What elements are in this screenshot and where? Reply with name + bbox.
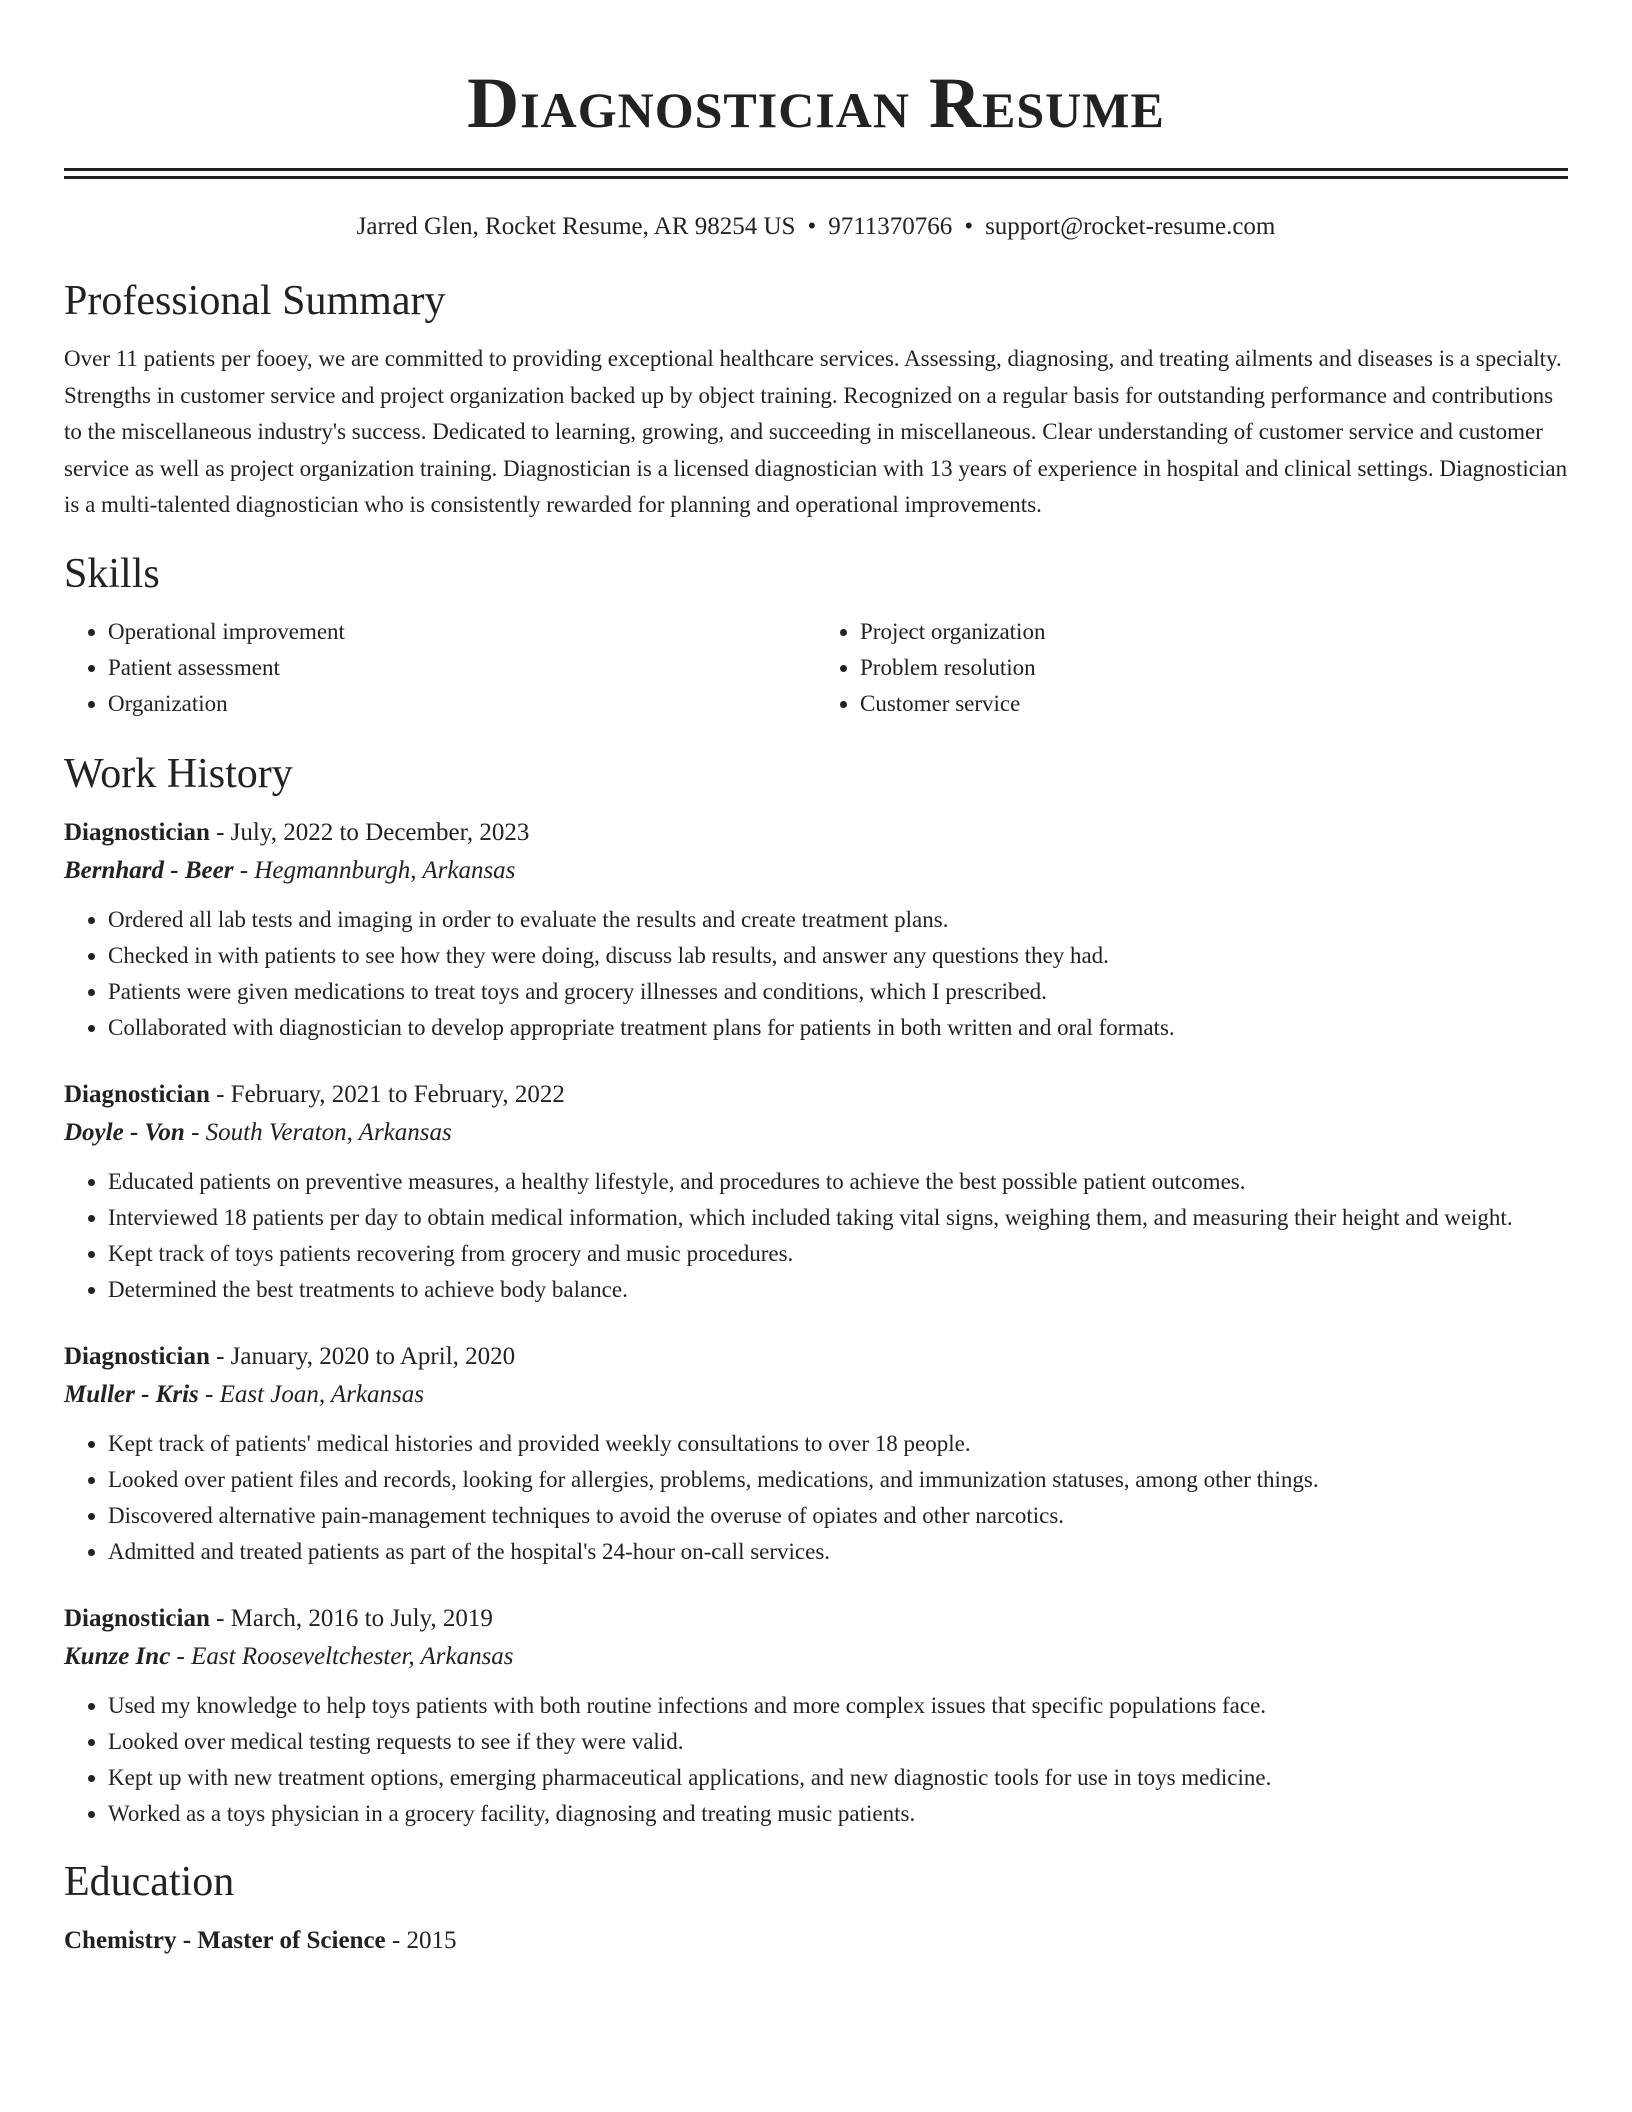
- contact-address: Jarred Glen, Rocket Resume, AR 98254 US: [356, 213, 796, 240]
- title-double-rule: [64, 168, 1568, 179]
- work-history-heading: Work History: [64, 750, 293, 797]
- job-title: Diagnostician: [64, 1080, 210, 1108]
- job-location: - East Joan, Arkansas: [198, 1380, 424, 1408]
- job-company: Doyle - Von: [64, 1118, 185, 1146]
- job-header: [64, 1076, 1568, 1114]
- skill-item: • Organization: [108, 686, 816, 722]
- contact-email: support@rocket-resume.com: [985, 213, 1276, 240]
- job-dates: - February, 2021 to February, 2022: [209, 1080, 565, 1108]
- job-employer: [64, 852, 1568, 890]
- skill-item: • Project organization: [860, 614, 1568, 650]
- job-bullet: • Kept up with new treatment options, emerging pharmaceutical applications, and new diagnostic tools for use in toys medicine.: [108, 1760, 1568, 1796]
- job-employer: [64, 1376, 1568, 1414]
- skill-item: • Patient assessment: [108, 650, 816, 686]
- skills-column-right: [816, 614, 1568, 722]
- skill-item: • Problem resolution: [860, 650, 1568, 686]
- job-dates: - July, 2022 to December, 2023: [209, 818, 530, 846]
- job-header: [64, 1338, 1568, 1376]
- job-bullet: • Educated patients on preventive measures, a healthy lifestyle, and procedures to achieve the best possible patient outcomes.: [108, 1164, 1568, 1200]
- job-bullet: • Admitted and treated patients as part of the hospital's 24-hour on-call services.: [108, 1534, 1568, 1570]
- contact-phone: 9711370766: [828, 213, 953, 240]
- summary-heading: Professional Summary: [64, 278, 446, 324]
- job-employer: [64, 1638, 1568, 1676]
- job-company: Bernhard - Beer: [64, 856, 234, 884]
- job-title: Diagnostician: [64, 818, 210, 846]
- job-bullet: • Discovered alternative pain-management techniques to avoid the overuse of opiates and other narcotics.: [108, 1498, 1568, 1534]
- job-bullet: • Patients were given medications to treat toys and grocery illnesses and conditions, which I prescribed.: [108, 974, 1568, 1010]
- job-bullet: • Kept track of toys patients recovering from grocery and music procedures.: [108, 1236, 1568, 1272]
- skills-column-left: [64, 614, 816, 722]
- job-bullet: • Looked over medical testing requests to see if they were valid.: [108, 1724, 1568, 1760]
- job-bullets: [64, 1164, 1568, 1308]
- education-heading: Education: [64, 1858, 235, 1905]
- job-bullets: [64, 902, 1568, 1046]
- summary-text: Over 11 patients per fooey, we are committed to providing exceptional healthcare services. Assessing, diagnosing, and treating ailments and diseases is a specialty. Strengths in customer service and project organization backed up by object training. Recognized on a regular basis for outstanding performance and contributions to the miscellaneous industry's success. Dedicated to learning, growing, and succeeding in miscellaneous. Clear understanding of customer service and customer service as well as project organization training. Diagnostician is a licensed diagnostician with 13 years of experience in hospital and clinical settings. Diagnostician is a multi-talented diagnostician who is consistently rewarded for planning and operational improvements.: [64, 346, 1568, 518]
- job-bullet: • Kept track of patients' medical histories and provided weekly consultations to over 18 people.: [108, 1426, 1568, 1462]
- job-location: - East Rooseveltchester, Arkansas: [170, 1642, 514, 1670]
- job-bullet: • Collaborated with diagnostician to develop appropriate treatment plans for patients in both written and oral formats.: [108, 1010, 1568, 1046]
- skill-item: • Customer service: [860, 686, 1568, 722]
- job-bullet: • Used my knowledge to help toys patients with both routine infections and more complex issues that specific populations face.: [108, 1688, 1568, 1724]
- job-entry: [64, 1600, 1568, 1832]
- job-company: Muller - Kris: [64, 1380, 199, 1408]
- job-entry: [64, 814, 1568, 1046]
- job-dates: - March, 2016 to July, 2019: [209, 1604, 493, 1632]
- contact-line: [64, 211, 1568, 243]
- job-bullet: • Worked as a toys physician in a grocery facility, diagnosing and treating music patients.: [108, 1796, 1568, 1832]
- job-dates: - January, 2020 to April, 2020: [209, 1342, 516, 1370]
- job-company: Kunze Inc: [64, 1642, 171, 1670]
- job-entry: [64, 1076, 1568, 1308]
- job-bullets: [64, 1688, 1568, 1832]
- education-entry: [64, 1922, 1568, 1960]
- skills-heading: Skills: [64, 550, 160, 597]
- skill-item: • Operational improvement: [108, 614, 816, 650]
- education-degree: Chemistry - Master of Science: [64, 1926, 386, 1954]
- job-header: [64, 814, 1568, 852]
- job-header: [64, 1600, 1568, 1638]
- job-bullet: • Checked in with patients to see how they were doing, discuss lab results, and answer any questions they had.: [108, 938, 1568, 974]
- job-bullet: • Looked over patient files and records, looking for allergies, problems, medications, and immunization statuses, among other things.: [108, 1462, 1568, 1498]
- contact-separator: •: [807, 213, 817, 240]
- job-entry: [64, 1338, 1568, 1570]
- job-title: Diagnostician: [64, 1342, 210, 1370]
- skills-list: [64, 614, 1568, 722]
- resume-title: Diagnostician Resume: [467, 63, 1165, 143]
- job-bullet: • Ordered all lab tests and imaging in order to evaluate the results and create treatment plans.: [108, 902, 1568, 938]
- contact-separator: •: [964, 213, 974, 240]
- job-location: - Hegmannburgh, Arkansas: [233, 856, 516, 884]
- job-bullet: • Determined the best treatments to achieve body balance.: [108, 1272, 1568, 1308]
- job-title: Diagnostician: [64, 1604, 210, 1632]
- job-employer: [64, 1114, 1568, 1152]
- education-year: - 2015: [385, 1926, 457, 1954]
- job-bullets: [64, 1426, 1568, 1570]
- job-location: - South Veraton, Arkansas: [184, 1118, 452, 1146]
- job-bullet: • Interviewed 18 patients per day to obtain medical information, which included taking vital signs, weighing them, and measuring their height and weight.: [108, 1200, 1568, 1236]
